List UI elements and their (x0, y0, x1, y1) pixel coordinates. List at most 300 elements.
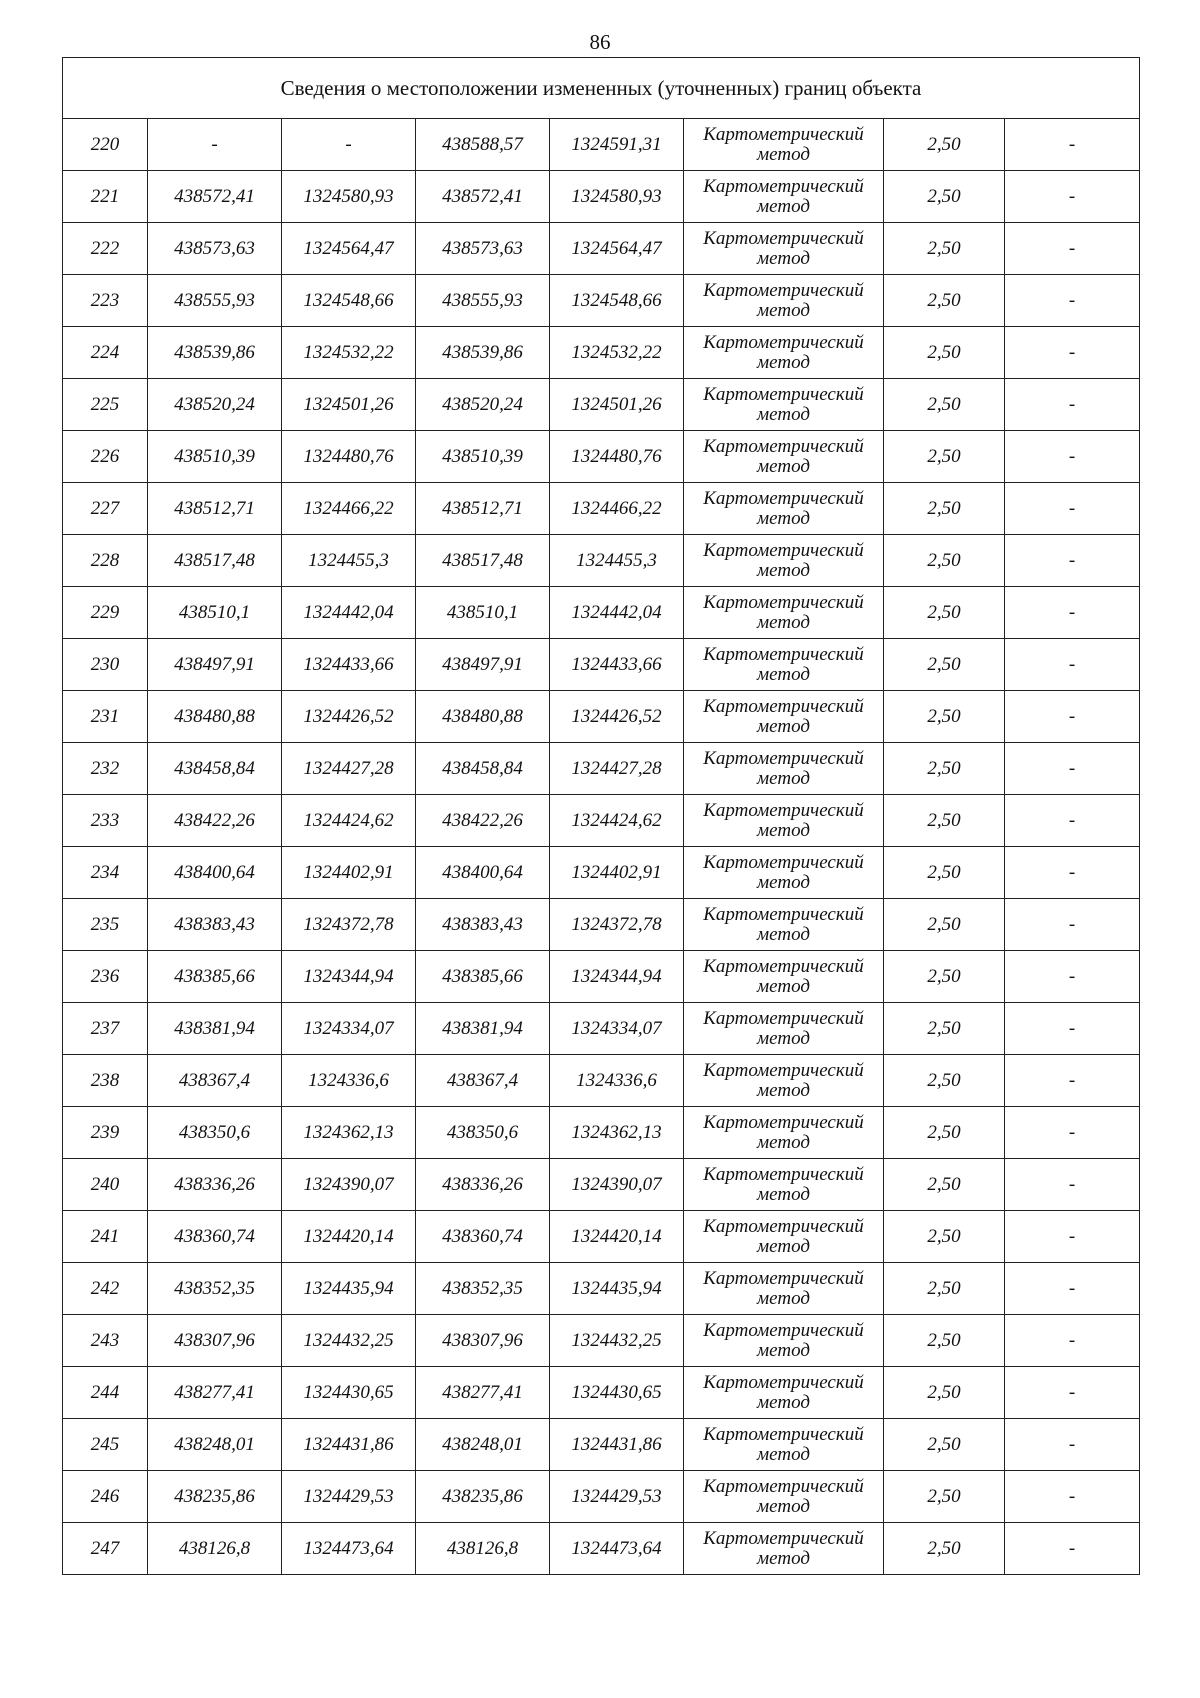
table-body (63, 119, 1140, 1575)
refined-x-cell: 438510,39 (416, 431, 550, 483)
refined-x-cell: 438385,66 (416, 951, 550, 1003)
table-row (63, 275, 1140, 327)
table-row (63, 743, 1140, 795)
table-row (63, 1159, 1140, 1211)
accuracy-cell: 2,50 (884, 483, 1005, 535)
method-label-suffix: метод (757, 1183, 810, 1205)
method-label-suffix: метод (757, 195, 810, 217)
description-cell: - (1005, 795, 1140, 847)
existing-y-cell: 1324432,25 (282, 1315, 416, 1367)
refined-y-cell: 1324532,22 (550, 327, 684, 379)
method-cell (684, 899, 884, 951)
point-number-cell: 224 (63, 327, 148, 379)
description-cell: - (1005, 691, 1140, 743)
description-cell: - (1005, 483, 1140, 535)
point-number-cell: 237 (63, 1003, 148, 1055)
point-number-cell: 238 (63, 1055, 148, 1107)
refined-x-cell: 438248,01 (416, 1419, 550, 1471)
method-label: Картометрический (703, 383, 864, 405)
method-cell (684, 1003, 884, 1055)
accuracy-cell: 2,50 (884, 1471, 1005, 1523)
point-number-cell: 229 (63, 587, 148, 639)
refined-y-cell: 1324402,91 (550, 847, 684, 899)
point-number-cell: 227 (63, 483, 148, 535)
method-cell (684, 275, 884, 327)
description-cell: - (1005, 171, 1140, 223)
table-row (63, 171, 1140, 223)
method-cell (684, 431, 884, 483)
accuracy-cell: 2,50 (884, 951, 1005, 1003)
description-cell: - (1005, 223, 1140, 275)
refined-x-cell: 438277,41 (416, 1367, 550, 1419)
method-label-suffix: метод (757, 871, 810, 893)
refined-x-cell: 438400,64 (416, 847, 550, 899)
accuracy-cell: 2,50 (884, 847, 1005, 899)
method-label: Картометрический (703, 435, 864, 457)
method-label-suffix: метод (757, 715, 810, 737)
method-label: Картометрический (703, 331, 864, 353)
method-label-suffix: метод (757, 1235, 810, 1257)
method-label: Картометрический (703, 1527, 864, 1549)
accuracy-cell: 2,50 (884, 535, 1005, 587)
description-cell: - (1005, 1419, 1140, 1471)
refined-x-cell: 438126,8 (416, 1523, 550, 1575)
refined-y-cell: 1324564,47 (550, 223, 684, 275)
point-number-cell: 220 (63, 119, 148, 171)
existing-x-cell: 438539,86 (148, 327, 282, 379)
method-cell (684, 1367, 884, 1419)
existing-x-cell: 438360,74 (148, 1211, 282, 1263)
accuracy-cell: 2,50 (884, 1523, 1005, 1575)
method-label: Картометрический (703, 1007, 864, 1029)
accuracy-cell: 2,50 (884, 1367, 1005, 1419)
point-number-cell: 231 (63, 691, 148, 743)
existing-y-cell: 1324372,78 (282, 899, 416, 951)
accuracy-cell: 2,50 (884, 1315, 1005, 1367)
table-row (63, 1523, 1140, 1575)
refined-x-cell: 438539,86 (416, 327, 550, 379)
point-number-cell: 232 (63, 743, 148, 795)
existing-y-cell: 1324336,6 (282, 1055, 416, 1107)
method-cell (684, 587, 884, 639)
method-cell (684, 1055, 884, 1107)
method-label: Картометрический (703, 591, 864, 613)
refined-y-cell: 1324424,62 (550, 795, 684, 847)
existing-x-cell: 438367,4 (148, 1055, 282, 1107)
table-row (63, 639, 1140, 691)
table-row (63, 1055, 1140, 1107)
method-label-suffix: метод (757, 1495, 810, 1517)
accuracy-cell: 2,50 (884, 1159, 1005, 1211)
refined-x-cell: 438512,71 (416, 483, 550, 535)
method-label: Картометрический (703, 1215, 864, 1237)
existing-x-cell: 438512,71 (148, 483, 282, 535)
existing-x-cell: 438510,1 (148, 587, 282, 639)
existing-y-cell: - (282, 119, 416, 171)
method-label-suffix: метод (757, 1079, 810, 1101)
point-number-cell: 234 (63, 847, 148, 899)
method-cell (684, 1471, 884, 1523)
refined-x-cell: 438520,24 (416, 379, 550, 431)
method-cell (684, 743, 884, 795)
refined-x-cell: 438510,1 (416, 587, 550, 639)
method-label-suffix: метод (757, 1131, 810, 1153)
method-cell (684, 535, 884, 587)
point-number-cell: 240 (63, 1159, 148, 1211)
method-cell (684, 639, 884, 691)
method-label-suffix: метод (757, 247, 810, 269)
refined-y-cell: 1324344,94 (550, 951, 684, 1003)
refined-y-cell: 1324455,3 (550, 535, 684, 587)
point-number-cell: 230 (63, 639, 148, 691)
method-label-suffix: метод (757, 923, 810, 945)
method-cell (684, 795, 884, 847)
table-row (63, 327, 1140, 379)
refined-x-cell: 438588,57 (416, 119, 550, 171)
method-label: Картометрический (703, 539, 864, 561)
method-label-suffix: метод (757, 1443, 810, 1465)
table-row (63, 951, 1140, 1003)
existing-x-cell: 438381,94 (148, 1003, 282, 1055)
accuracy-cell: 2,50 (884, 899, 1005, 951)
description-cell: - (1005, 535, 1140, 587)
table-row (63, 1003, 1140, 1055)
method-cell (684, 379, 884, 431)
point-number-cell: 228 (63, 535, 148, 587)
table-row (63, 1419, 1140, 1471)
method-label: Картометрический (703, 643, 864, 665)
refined-x-cell: 438573,63 (416, 223, 550, 275)
refined-y-cell: 1324432,25 (550, 1315, 684, 1367)
refined-y-cell: 1324591,31 (550, 119, 684, 171)
point-number-cell: 239 (63, 1107, 148, 1159)
accuracy-cell: 2,50 (884, 1003, 1005, 1055)
existing-y-cell: 1324564,47 (282, 223, 416, 275)
description-cell: - (1005, 1107, 1140, 1159)
existing-y-cell: 1324473,64 (282, 1523, 416, 1575)
refined-y-cell: 1324580,93 (550, 171, 684, 223)
method-cell (684, 483, 884, 535)
table-row (63, 1315, 1140, 1367)
method-label-suffix: метод (757, 143, 810, 165)
refined-x-cell: 438497,91 (416, 639, 550, 691)
method-cell (684, 847, 884, 899)
existing-x-cell: - (148, 119, 282, 171)
description-cell: - (1005, 1211, 1140, 1263)
point-number-cell: 243 (63, 1315, 148, 1367)
accuracy-cell: 2,50 (884, 379, 1005, 431)
accuracy-cell: 2,50 (884, 431, 1005, 483)
description-cell: - (1005, 431, 1140, 483)
table-row (63, 1367, 1140, 1419)
accuracy-cell: 2,50 (884, 171, 1005, 223)
accuracy-cell: 2,50 (884, 275, 1005, 327)
refined-y-cell: 1324435,94 (550, 1263, 684, 1315)
method-label-suffix: метод (757, 403, 810, 425)
refined-x-cell: 438336,26 (416, 1159, 550, 1211)
description-cell: - (1005, 1263, 1140, 1315)
table-row (63, 847, 1140, 899)
point-number-cell: 221 (63, 171, 148, 223)
method-cell (684, 951, 884, 1003)
existing-y-cell: 1324362,13 (282, 1107, 416, 1159)
table-row (63, 1471, 1140, 1523)
table-row (63, 483, 1140, 535)
method-cell (684, 1211, 884, 1263)
existing-x-cell: 438573,63 (148, 223, 282, 275)
method-label-suffix: метод (757, 663, 810, 685)
existing-x-cell: 438350,6 (148, 1107, 282, 1159)
existing-x-cell: 438277,41 (148, 1367, 282, 1419)
method-label: Картометрический (703, 851, 864, 873)
table-row (63, 587, 1140, 639)
method-label: Картометрический (703, 799, 864, 821)
description-cell: - (1005, 327, 1140, 379)
existing-y-cell: 1324548,66 (282, 275, 416, 327)
method-label: Картометрический (703, 1423, 864, 1445)
point-number-cell: 222 (63, 223, 148, 275)
existing-y-cell: 1324420,14 (282, 1211, 416, 1263)
refined-y-cell: 1324431,86 (550, 1419, 684, 1471)
method-label-suffix: метод (757, 819, 810, 841)
point-number-cell: 241 (63, 1211, 148, 1263)
existing-x-cell: 438572,41 (148, 171, 282, 223)
method-label-suffix: метод (757, 351, 810, 373)
accuracy-cell: 2,50 (884, 1055, 1005, 1107)
method-cell (684, 119, 884, 171)
accuracy-cell: 2,50 (884, 587, 1005, 639)
method-label-suffix: метод (757, 1391, 810, 1413)
existing-y-cell: 1324424,62 (282, 795, 416, 847)
description-cell: - (1005, 1315, 1140, 1367)
accuracy-cell: 2,50 (884, 1107, 1005, 1159)
existing-x-cell: 438480,88 (148, 691, 282, 743)
method-label-suffix: метод (757, 299, 810, 321)
description-cell: - (1005, 847, 1140, 899)
method-label: Картометрический (703, 1319, 864, 1341)
existing-y-cell: 1324344,94 (282, 951, 416, 1003)
description-cell: - (1005, 899, 1140, 951)
point-number-cell: 223 (63, 275, 148, 327)
accuracy-cell: 2,50 (884, 1419, 1005, 1471)
method-label-suffix: метод (757, 559, 810, 581)
existing-x-cell: 438510,39 (148, 431, 282, 483)
refined-y-cell: 1324334,07 (550, 1003, 684, 1055)
refined-x-cell: 438381,94 (416, 1003, 550, 1055)
existing-y-cell: 1324435,94 (282, 1263, 416, 1315)
point-number-cell: 246 (63, 1471, 148, 1523)
method-label-suffix: метод (757, 1547, 810, 1569)
table-row (63, 795, 1140, 847)
accuracy-cell: 2,50 (884, 223, 1005, 275)
point-number-cell: 225 (63, 379, 148, 431)
page-number: 86 (589, 30, 611, 54)
method-label: Картометрический (703, 903, 864, 925)
refined-x-cell: 438235,86 (416, 1471, 550, 1523)
refined-y-cell: 1324442,04 (550, 587, 684, 639)
existing-x-cell: 438555,93 (148, 275, 282, 327)
table-row (63, 431, 1140, 483)
method-label-suffix: метод (757, 767, 810, 789)
accuracy-cell: 2,50 (884, 327, 1005, 379)
method-cell (684, 1315, 884, 1367)
existing-y-cell: 1324501,26 (282, 379, 416, 431)
refined-y-cell: 1324426,52 (550, 691, 684, 743)
existing-y-cell: 1324390,07 (282, 1159, 416, 1211)
method-label: Картометрический (703, 1267, 864, 1289)
accuracy-cell: 2,50 (884, 743, 1005, 795)
accuracy-cell: 2,50 (884, 1263, 1005, 1315)
refined-y-cell: 1324433,66 (550, 639, 684, 691)
point-number-cell: 245 (63, 1419, 148, 1471)
refined-x-cell: 438422,26 (416, 795, 550, 847)
existing-x-cell: 438422,26 (148, 795, 282, 847)
refined-y-cell: 1324372,78 (550, 899, 684, 951)
existing-y-cell: 1324433,66 (282, 639, 416, 691)
refined-y-cell: 1324427,28 (550, 743, 684, 795)
table-row (63, 223, 1140, 275)
accuracy-cell: 2,50 (884, 639, 1005, 691)
point-number-cell: 233 (63, 795, 148, 847)
existing-x-cell: 438307,96 (148, 1315, 282, 1367)
refined-y-cell: 1324429,53 (550, 1471, 684, 1523)
point-number-cell: 247 (63, 1523, 148, 1575)
refined-y-cell: 1324336,6 (550, 1055, 684, 1107)
table-row (63, 1263, 1140, 1315)
existing-y-cell: 1324442,04 (282, 587, 416, 639)
existing-x-cell: 438400,64 (148, 847, 282, 899)
existing-y-cell: 1324427,28 (282, 743, 416, 795)
method-label-suffix: метод (757, 975, 810, 997)
refined-y-cell: 1324473,64 (550, 1523, 684, 1575)
boundary-coordinates-table (62, 57, 1140, 1575)
existing-x-cell: 438520,24 (148, 379, 282, 431)
existing-x-cell: 438497,91 (148, 639, 282, 691)
refined-y-cell: 1324430,65 (550, 1367, 684, 1419)
point-number-cell: 235 (63, 899, 148, 951)
method-label-suffix: метод (757, 455, 810, 477)
method-label: Картометрический (703, 227, 864, 249)
table-row (63, 535, 1140, 587)
existing-y-cell: 1324431,86 (282, 1419, 416, 1471)
refined-x-cell: 438360,74 (416, 1211, 550, 1263)
method-label: Картометрический (703, 1111, 864, 1133)
table-row (63, 1107, 1140, 1159)
existing-x-cell: 438517,48 (148, 535, 282, 587)
description-cell: - (1005, 1055, 1140, 1107)
method-label: Картометрический (703, 487, 864, 509)
refined-x-cell: 438367,4 (416, 1055, 550, 1107)
refined-y-cell: 1324362,13 (550, 1107, 684, 1159)
refined-y-cell: 1324390,07 (550, 1159, 684, 1211)
method-label: Картометрический (703, 695, 864, 717)
accuracy-cell: 2,50 (884, 1211, 1005, 1263)
refined-x-cell: 438555,93 (416, 275, 550, 327)
table-row (63, 899, 1140, 951)
refined-x-cell: 438480,88 (416, 691, 550, 743)
method-label: Картометрический (703, 123, 864, 145)
method-cell (684, 1263, 884, 1315)
existing-y-cell: 1324580,93 (282, 171, 416, 223)
method-label: Картометрический (703, 1371, 864, 1393)
method-label-suffix: метод (757, 507, 810, 529)
description-cell: - (1005, 275, 1140, 327)
method-cell (684, 223, 884, 275)
existing-y-cell: 1324466,22 (282, 483, 416, 535)
accuracy-cell: 2,50 (884, 119, 1005, 171)
existing-y-cell: 1324455,3 (282, 535, 416, 587)
existing-y-cell: 1324429,53 (282, 1471, 416, 1523)
method-label-suffix: метод (757, 611, 810, 633)
method-cell (684, 691, 884, 743)
existing-y-cell: 1324402,91 (282, 847, 416, 899)
method-label: Картометрический (703, 1059, 864, 1081)
description-cell: - (1005, 379, 1140, 431)
existing-y-cell: 1324430,65 (282, 1367, 416, 1419)
method-label-suffix: метод (757, 1339, 810, 1361)
accuracy-cell: 2,50 (884, 795, 1005, 847)
method-cell (684, 1107, 884, 1159)
existing-x-cell: 438383,43 (148, 899, 282, 951)
existing-x-cell: 438385,66 (148, 951, 282, 1003)
refined-y-cell: 1324420,14 (550, 1211, 684, 1263)
existing-y-cell: 1324426,52 (282, 691, 416, 743)
existing-x-cell: 438126,8 (148, 1523, 282, 1575)
method-label-suffix: метод (757, 1287, 810, 1309)
table-row (63, 1211, 1140, 1263)
description-cell: - (1005, 951, 1140, 1003)
refined-x-cell: 438458,84 (416, 743, 550, 795)
method-cell (684, 327, 884, 379)
refined-x-cell: 438307,96 (416, 1315, 550, 1367)
refined-x-cell: 438383,43 (416, 899, 550, 951)
table-caption: Сведения о местоположении измененных (уточненных) границ объекта (63, 58, 1140, 119)
description-cell: - (1005, 1523, 1140, 1575)
method-label: Картометрический (703, 955, 864, 977)
method-cell (684, 1419, 884, 1471)
point-number-cell: 242 (63, 1263, 148, 1315)
accuracy-cell: 2,50 (884, 691, 1005, 743)
method-label: Картометрический (703, 175, 864, 197)
refined-x-cell: 438352,35 (416, 1263, 550, 1315)
point-number-cell: 236 (63, 951, 148, 1003)
refined-y-cell: 1324466,22 (550, 483, 684, 535)
refined-x-cell: 438350,6 (416, 1107, 550, 1159)
existing-x-cell: 438352,35 (148, 1263, 282, 1315)
refined-y-cell: 1324548,66 (550, 275, 684, 327)
description-cell: - (1005, 639, 1140, 691)
method-label-suffix: метод (757, 1027, 810, 1049)
description-cell: - (1005, 587, 1140, 639)
description-cell: - (1005, 1367, 1140, 1419)
refined-x-cell: 438517,48 (416, 535, 550, 587)
point-number-cell: 226 (63, 431, 148, 483)
table-row (63, 691, 1140, 743)
table-row (63, 119, 1140, 171)
description-cell: - (1005, 1159, 1140, 1211)
description-cell: - (1005, 743, 1140, 795)
existing-y-cell: 1324480,76 (282, 431, 416, 483)
method-cell (684, 171, 884, 223)
refined-y-cell: 1324480,76 (550, 431, 684, 483)
existing-y-cell: 1324532,22 (282, 327, 416, 379)
refined-y-cell: 1324501,26 (550, 379, 684, 431)
existing-x-cell: 438235,86 (148, 1471, 282, 1523)
existing-x-cell: 438336,26 (148, 1159, 282, 1211)
description-cell: - (1005, 1471, 1140, 1523)
method-label: Картометрический (703, 1163, 864, 1185)
method-cell (684, 1159, 884, 1211)
